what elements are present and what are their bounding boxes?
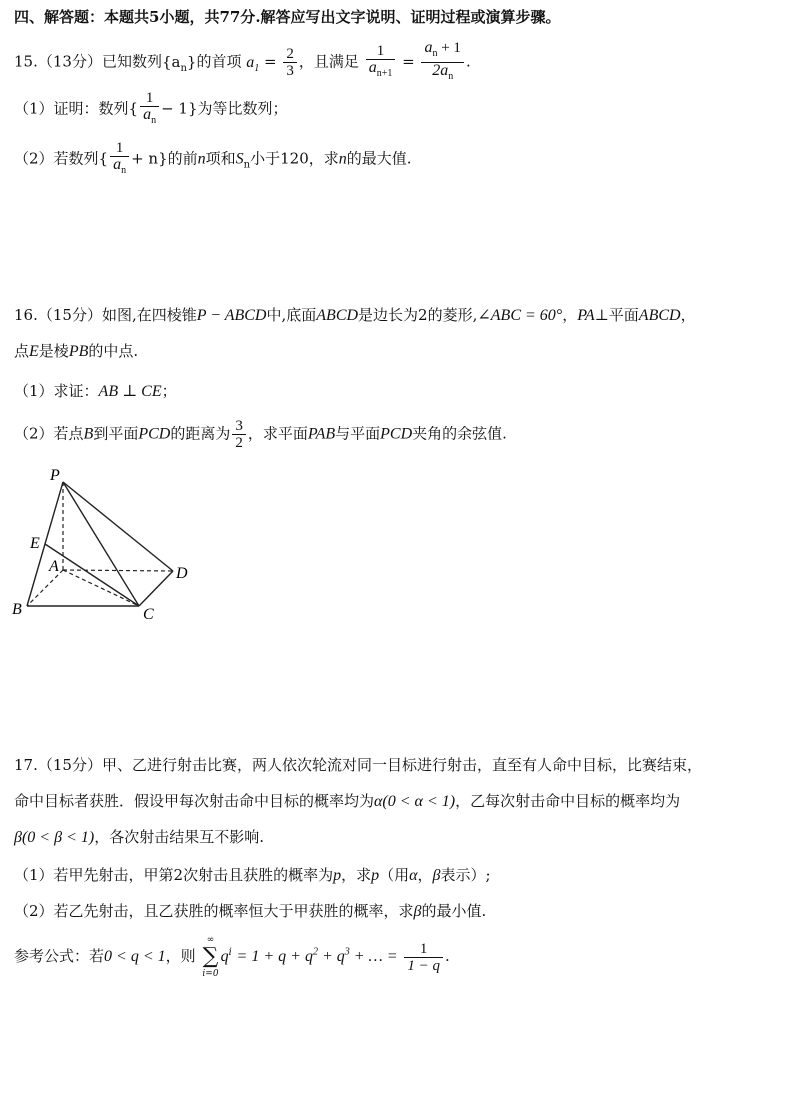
q15-rec-right: $\frac{a_n + 1}{2a_n}$ xyxy=(421,40,463,85)
q17-reference-formula: 参考公式：若0 < q < 1，则 ∞ ∑ i=0 $q^i = 1 + q + q^2 + q^3$ + … = $\frac{1}{1 - q}$ . xyxy=(14,935,450,979)
q17-stem-line2: 命中目标者获胜．假设甲每次射击命中目标的概率均为α(0 < α < 1)，乙每次射击命中目标的概率均为 xyxy=(14,792,681,810)
q16-distance-frac: $\frac{3}{2}$ xyxy=(232,418,246,451)
q15-p2-frac: $\frac{1}{a_n}$ xyxy=(110,140,129,179)
label-A: A xyxy=(49,558,59,575)
q16-stem-line1: 16.（15分）如图,在四棱锥P − ABCD中,底面ABCD是边长为2的菱形,∠ABC = 60°，PA⊥平面ABCD， xyxy=(14,306,696,324)
sum-result-frac: $\frac{1}{1 - q}$ xyxy=(404,941,443,974)
q15-end: . xyxy=(465,52,471,71)
edge-PD xyxy=(63,482,173,571)
sum-symbol: ∞ ∑ i=0 xyxy=(202,935,219,979)
q15-rec-left: $\frac{1}{a_{n+1}}$ xyxy=(366,43,396,82)
q15-a1-frac: $\frac{2}{3}$ xyxy=(283,46,297,79)
q15-p1-frac: $\frac{1}{a_n}$ xyxy=(140,90,159,129)
q15-rec-eq: = xyxy=(402,52,415,71)
label-P: P xyxy=(50,467,60,484)
q15-stem xyxy=(14,40,471,85)
label-E: E xyxy=(30,535,40,552)
q16-part1: （1）求证：AB ⊥ CE； xyxy=(14,382,177,400)
q15-mid: 的首项 xyxy=(196,52,242,71)
q17-part2: （2）若乙先射击，且乙获胜的概率恒大于甲获胜的概率，求β的最小值. xyxy=(14,902,487,920)
edge-CD xyxy=(139,571,173,606)
q16-stem-line2: 点E是棱PB的中点. xyxy=(14,342,139,360)
q15-part2: （2）若数列{ $\frac{1}{a_n}$ + n}的前n项和$S_n$小于120，求n的最大值. xyxy=(14,140,412,179)
q15-a1: $a_1$ xyxy=(246,53,260,74)
series-expansion: = $1 + q + q^2 + q^3$ + … = xyxy=(236,946,398,965)
q15-seq: $\{a_n\}$ xyxy=(161,52,197,74)
pyramid-figure xyxy=(8,462,208,632)
edge-PC xyxy=(63,482,139,606)
section-title: 四、解答题：本题共5小题，共77分.解答应写出文字说明、证明过程或演算步骤。 xyxy=(14,8,561,26)
label-D: D xyxy=(176,565,188,582)
q15-head: 15.（13分）已知数列 xyxy=(14,52,162,71)
q15-cond: ，且满足 xyxy=(298,52,359,71)
q17-part1: （1）若甲先射击，甲第2次射击且获胜的概率为p，求p（用α，β表示）; xyxy=(14,866,491,884)
q17-stem-line3: β(0 < β < 1)，各次射击结果互不影响. xyxy=(14,828,264,846)
q17-stem-line1: 17.（15分）甲、乙进行射击比赛，两人依次轮流对同一目标进行射击，直至有人命中目标，比赛结束， xyxy=(14,756,702,774)
label-B: B xyxy=(12,601,22,618)
q15-eq: = xyxy=(264,52,277,71)
segment-EC xyxy=(45,544,139,606)
q15-part1: （1）证明：数列{ $\frac{1}{a_n}$ − 1}为等比数列； xyxy=(14,90,288,129)
label-C: C xyxy=(143,606,154,623)
q16-part2: （2）若点B到平面PCD的距离为 $\frac{3}{2}$ ，求平面PAB与平面PCD夹角的余弦值. xyxy=(14,418,507,451)
